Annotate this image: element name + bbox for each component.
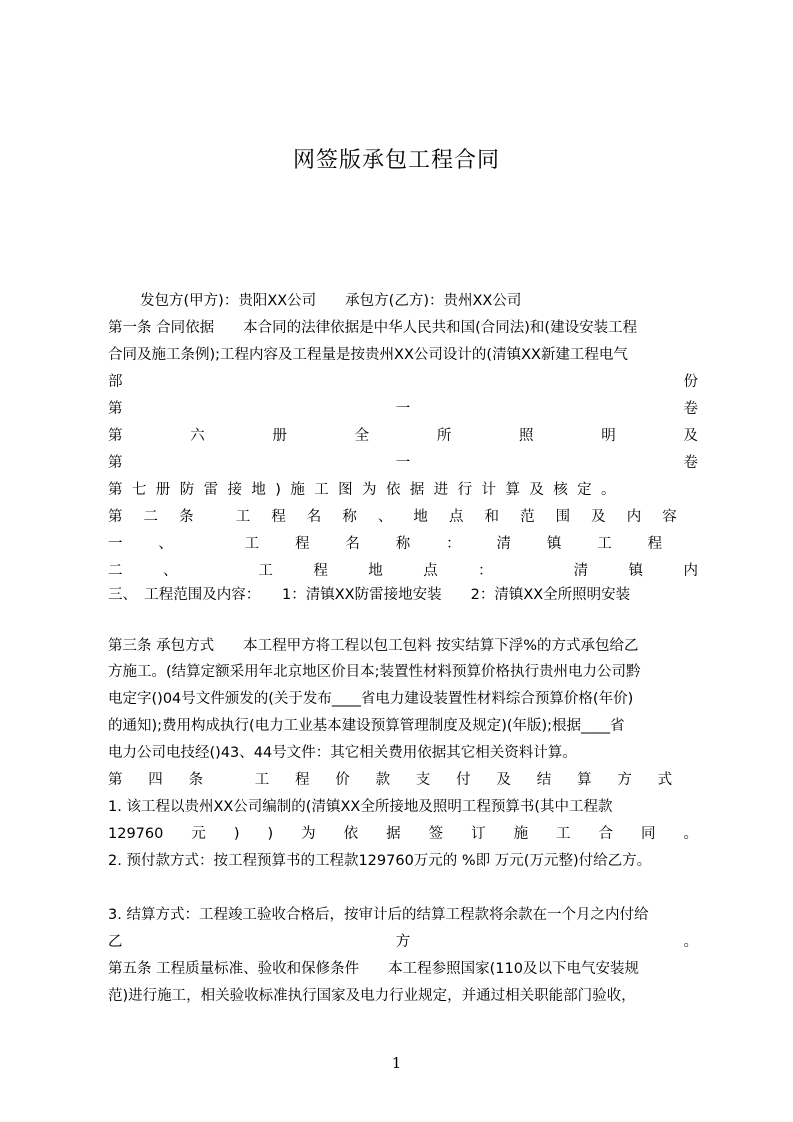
clause-1-line-1: 第一条 合同依据 本合同的法律依据是中华人民共和国(合同法)和(建设安装工程 [108,320,638,336]
text-char: 支 [415,772,431,788]
text-char: 册 [272,428,287,444]
text-char: 价 [335,772,350,788]
text-char: 卷 [683,401,698,417]
text-char: ： [478,563,493,579]
text-char: 签 [428,826,444,842]
text-char: 程 [647,536,663,552]
clause-4-item-2: 2. 预付款方式：按工程预算书的工程款129760万元的 %即 万元(万元整)付给乙方。 [108,853,652,869]
clause-4-item-1-cont [108,822,698,846]
text-char: 工 [597,536,612,552]
text-char: 工 [254,772,270,788]
clause-5-line-1: 第五条 工程质量标准、验收和保修条件 本工程参照国家(110及以下电气安装规 [108,961,639,977]
clause-4-item-3: 3. 结算方式：工程竣工验收合格后，按审计后的结算工程款将余款在一个月之内付给 [108,907,649,923]
text-char: 范 [520,509,535,525]
text-char: 称 [342,509,357,525]
text-char: 围 [555,509,571,525]
text-char: 程 [295,536,310,552]
text-char: 全 [354,428,370,444]
text-char: 、 [377,509,393,525]
text-char: 、 [162,563,178,579]
text-char: 款 [375,772,391,788]
text-char: 、 [158,536,173,552]
text-char: 照 [519,428,534,444]
text-char: 程 [294,772,310,788]
clause-3-line-2: 方施工。(结算定额采用年北京地区价目本;装置性材料预算价格执行贵州电力公司黔 [108,664,641,680]
clause-3-line-5: 电力公司电技经()43、44号文件：其它相关费用依据其它相关资料计算。 [108,745,577,761]
text-char: 工 [235,509,251,525]
text-char: ： [446,536,461,552]
text-char: 条 [188,772,204,788]
page-number: 1 [391,1054,402,1072]
text-char: 份 [683,374,698,390]
text-char: 第 [108,772,123,788]
text-char: 镇 [628,563,644,579]
text-char: 合 [598,826,614,842]
text-char: 四 [148,772,163,788]
text-char: 点 [448,509,464,525]
clause-1-line-7: 第七册防雷接地)施工图为依据进行计算及核定。 [108,482,625,498]
text-char: 结 [536,772,552,788]
clause-3-line-1: 第三条 承包方式 本工程甲方将工程以包工包料 按实结算下浮%的方式承包给乙 [108,638,639,654]
clause-1-line-5 [108,424,698,448]
clause-1-line-6 [108,451,698,475]
clause-1-line-4 [108,397,698,421]
text-char: 内 [626,509,642,525]
text-char: 部 [108,374,123,390]
text-char: 同 [641,826,656,842]
clause-4-heading [108,768,698,792]
text-char: 镇 [546,536,562,552]
text-char: 为 [301,826,316,842]
text-char: 和 [484,509,500,525]
parties-line: 发包方(甲方)：贵阳XX公司 承包方(乙方)：贵州XX公司 [140,293,522,309]
text-char: 条 [179,509,194,525]
text-char: 施 [513,826,529,842]
text-char: 据 [386,826,401,842]
text-char: 清 [573,563,589,579]
clause-3-line-4: 的通知);费用构成执行(电力工业基本建设预算管理制度及规定)(年版);根据____省 [108,718,625,734]
clause-1-line-2: 合同及施工条例);工程内容及工程量是按贵州XX公司设计的(清镇XX新建工程电气 [108,347,628,363]
text-char: 点 [423,563,438,579]
clause-4-item-1: 1. 该工程以贵州XX公司编制的(清镇XX全所接地及照明工程预算书(其中工程款 [108,799,613,815]
clause-5-line-2: 范)进行施工，相关验收标准执行国家及电力行业规定，并通过相关职能部门验收， [108,988,636,1004]
text-char: 。 [683,934,698,950]
text-char: 及 [496,772,511,788]
text-char: 内 [683,563,698,579]
text-char: 第 [108,428,123,444]
clause-2-item-3: 三、 工程范围及内容： 1：清镇XX防雷接地安装 2：清镇XX全所照明安装 [108,587,631,603]
text-char: 付 [456,772,471,788]
text-char: 第 [108,455,123,471]
text-char: 容 [662,509,677,525]
text-char: 式 [657,772,673,788]
clause-3-line-3: 电定字()04号文件颁发的(关于发布____省电力建设装置性材料综合预算价格(年价) [108,691,634,707]
text-char: 第 [108,401,123,417]
text-char: 129760 [108,826,164,842]
text-char: ) [233,826,240,842]
clause-2-item-1 [108,532,698,556]
text-char: 乙 [108,934,123,950]
text-char: 及 [591,509,606,525]
text-char: 地 [413,509,428,525]
text-char: 清 [496,536,511,552]
text-char: 二 [108,563,123,579]
clause-2-heading [108,505,698,529]
clause-1-line-3 [108,370,698,394]
text-char: 一 [108,536,123,552]
text-char: 工 [556,826,571,842]
text-char: 六 [190,428,205,444]
document-title: 网签版承包工程合同 [292,148,500,173]
text-char: 订 [471,826,486,842]
text-char: 方 [617,772,632,788]
text-char: 元 [191,826,206,842]
text-char: 工 [258,563,273,579]
text-char: 二 [143,509,159,525]
text-char: 一 [395,455,411,471]
text-char: 程 [313,563,328,579]
text-char: 地 [368,563,383,579]
text-char: 程 [271,509,286,525]
clause-4-item-3-cont [108,930,698,954]
text-char: 第 [108,509,123,525]
text-char: 及 [683,428,698,444]
text-char: 一 [395,401,411,417]
clause-2-item-2 [108,559,698,583]
text-char: 称 [395,536,411,552]
text-char: 名 [345,536,360,552]
text-char: 工 [244,536,260,552]
text-char: 依 [343,826,359,842]
text-char: 所 [436,428,452,444]
text-char: 。 [683,826,698,842]
text-char: 明 [601,428,616,444]
text-char: 算 [577,772,592,788]
text-char: 方 [395,934,411,950]
text-char: 名 [306,509,322,525]
text-char: ) [267,826,274,842]
text-char: 卷 [683,455,698,471]
